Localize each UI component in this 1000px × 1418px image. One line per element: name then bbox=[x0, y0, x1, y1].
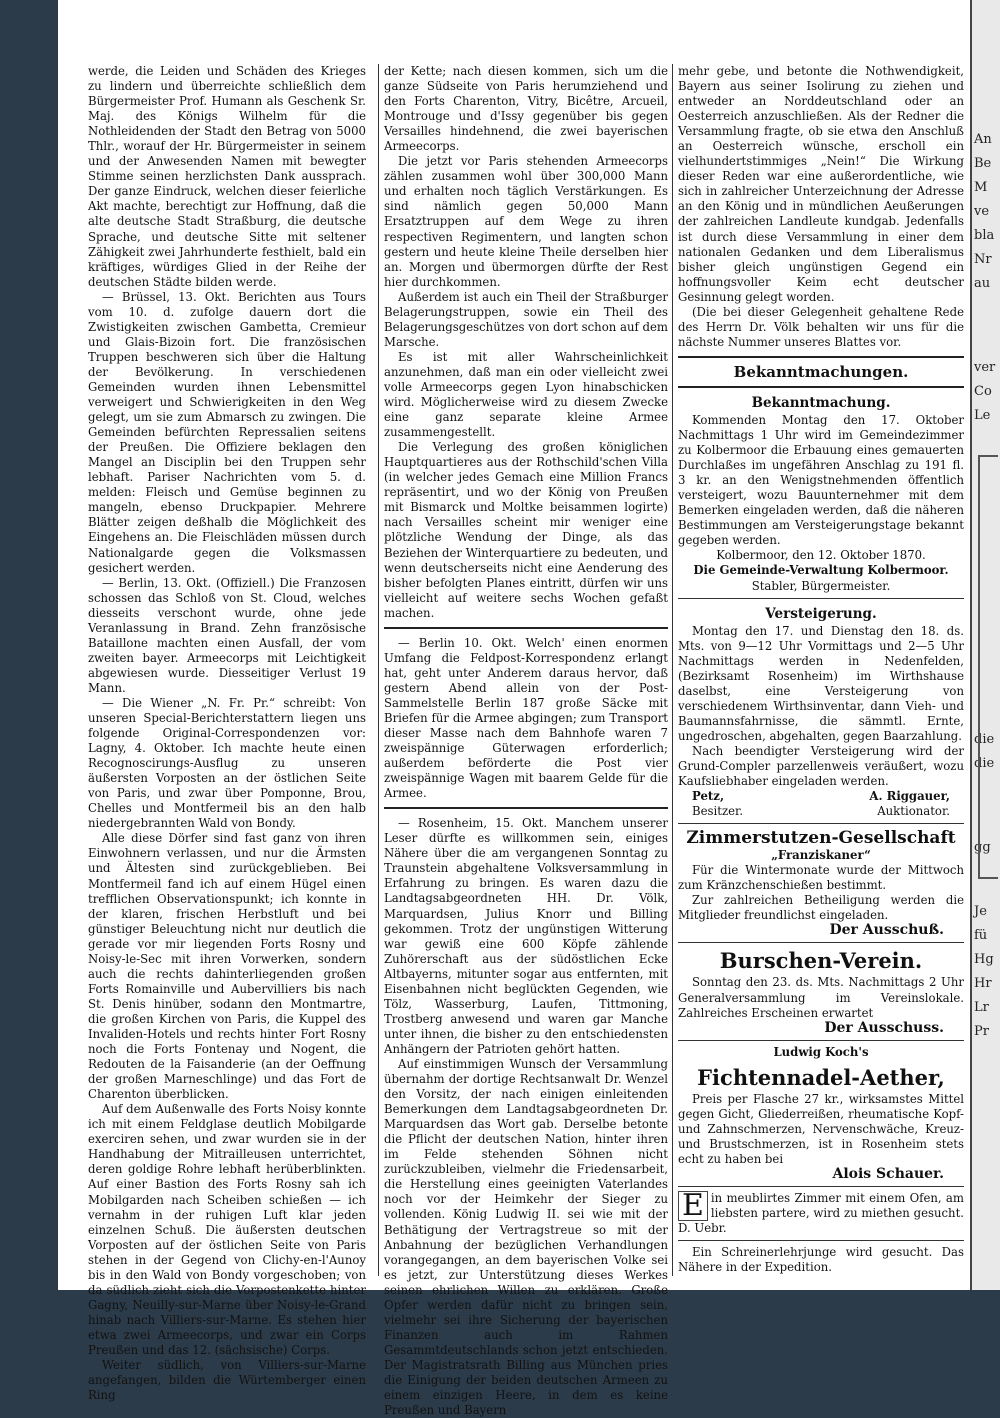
column-rule bbox=[378, 64, 379, 1276]
edge-fragment: Lr bbox=[974, 1000, 989, 1015]
section-divider bbox=[384, 627, 668, 629]
column-1 bbox=[88, 64, 366, 1403]
auctioneer-name: A. Riggauer, bbox=[869, 789, 950, 804]
article-berlin: — Berlin, 13. Okt. (Offiziell.) Die Franzosen schossen das Schloß von St. Cloud, welches diesseits verschont wurde, ohne jede Veranlassung in Brand. Zehn französische Bataillone machten einen Ausfall, der vom zweiten bayer. Armeecorps mit Leichtigkeit abgewiesen wurde. Diesseitiger Verlust 19 Mann. bbox=[88, 575, 366, 695]
ad-title: Zimmerstutzen-Gesellschaft bbox=[686, 828, 956, 849]
ad-bekanntmachung bbox=[678, 396, 964, 594]
ad-fichtennadel bbox=[678, 1045, 964, 1182]
auctioneer-role: Auktionator. bbox=[877, 804, 950, 819]
edge-fragment: M bbox=[974, 180, 988, 195]
section-divider bbox=[384, 807, 668, 809]
ad-divider bbox=[678, 942, 964, 943]
edge-fragment: bla bbox=[974, 228, 995, 243]
ad-body: Montag den 17. und Dienstag den 18. ds. Mts. von 9—12 Uhr Vormittags und 2—5 Uhr Nachmittags werden in Nedenfelden, (Bezirksamt Rosenheim) im Wirthshause daselbst, eine Versteigerung von verschiedenem Wirthsinventar, dann Vieh- und Baumannsfahrnisse, die sämmtl. Ernte, ungedroschen, abgehalten, gegen Baarzahlung. bbox=[678, 623, 964, 743]
ad-divider bbox=[678, 1240, 964, 1241]
ad-product: Fichtennadel-Aether, bbox=[697, 1064, 945, 1090]
ad-roles bbox=[678, 804, 964, 819]
column-3 bbox=[678, 64, 964, 1275]
article-paragraph: Es ist mit aller Wahrscheinlichkeit anzunehmen, daß man ein oder vielleicht zwei volle Armeecorps gegen Lyon hinabschicken wird. Möglicherweise wird zu diesem Zwecke eine ganz separate kleine Armee zusammengestellt. bbox=[384, 349, 668, 440]
decorative-border bbox=[978, 455, 998, 879]
edge-fragment: Nr bbox=[974, 252, 992, 267]
owner-role: Besitzer. bbox=[692, 804, 744, 819]
article-paragraph: Außerdem ist auch ein Theil der Straßburger Belagerungstruppen, sowie ein Theil des Belagerungsgeschützes von dort schon auf dem Marsche. bbox=[384, 289, 668, 349]
article-paragraph: Alle diese Dörfer sind fast ganz von ihren Einwohnern verlassen, und nur die Ärmsten und Ältesten sind zurückgeblieben. Bei Montfermeil fand ich auf einem Hügel einen trefflichen Observationspunkt; ich konnte in der klaren, frischen Herbstluft und bei günstiger Beleuchtung nicht nur deutlich die gerade vor mir liegenden Forts Rosny und Noisy-le-Sec mit ihren Vorwerken, sondern auch die rechts dahinterliegenden großen Forts Romainville und Aubervilliers bis nach St. Denis hinüber, sodann den Montmartre, die großen Kirchen von Paris, die Kuppel des Invaliden-Hotels und rechts hinter Fort Rosny noch die Forts Fontenay und Nogent, die Redouten de la Faisanderie (an der Oeffnung der großen Marneschlinge) und das Fort de Charenton überblicken. bbox=[88, 831, 366, 1102]
ad-signatures bbox=[678, 789, 964, 804]
column-2 bbox=[384, 64, 668, 1418]
ad-body: Kommenden Montag den 17. Oktober Nachmittags 1 Uhr wird im Gemeindezimmer zu Kolbermoor die Erbauung eines gemauerten Durchlaßes im ungefähren Anschlag zu 191 fl. 3 kr. an den Wenigstnehmenden öffentlich versteigert, wozu Bauunternehmer mit dem Bemerken eingeladen werden, daß die näheren Bestimmungen am Versteigerungstage bekannt gegeben werden. bbox=[678, 412, 964, 548]
article-brussels: — Brüssel, 13. Okt. Berichten aus Tours vom 10. d. zufolge dauern dort die Zwistigkeiten zwischen Gambetta, Cremieur und Glais-Bizoin fort. Die französischen Truppen beschweren sich über die Haltung der Bevölkerung. In verschiedenen Gemeinden wurden ihnen Lebensmittel verweigert und Schwierigkeiten in den Weg gelegt, um sie zum Abmarsch zu zwingen. Die Gemeinden befürchten Repressalien seitens der Preußen. Die Offiziere beklagen den Mangel an Disciplin bei den Truppen sehr lebhaft. Pariser Nachrichten vom 5. d. melden: Fleisch und Gemüse beginnen zu mangeln, ebenso Druckpapier. Mehrere Blätter zeigen deßhalb die Möglichkeit des Eingehens an. Die Fleischläden müssen durch Nationalgarde gegen die Volksmassen gesichert werden. bbox=[88, 289, 366, 575]
ad-body: Für die Wintermonate wurde der Mittwoch zum Kränzchenschießen bestimmt. bbox=[678, 863, 964, 893]
ad-organization: Die Gemeinde-Verwaltung Kolbermoor. bbox=[693, 563, 949, 578]
edge-fragment: die bbox=[974, 756, 995, 771]
edge-fragment: Le bbox=[974, 408, 991, 423]
edge-fragment: gg bbox=[974, 840, 991, 855]
ad-schreiner bbox=[678, 1245, 964, 1275]
ad-title: Burschen-Verein. bbox=[719, 948, 923, 974]
ad-title: Versteigerung. bbox=[765, 605, 877, 622]
ad-body: Zur zahlreichen Betheiligung werden die Mitglieder freundlichst eingeladen. bbox=[678, 893, 964, 923]
ad-signature: Der Ausschuß. bbox=[829, 922, 944, 939]
ad-title: Bekanntmachung. bbox=[751, 394, 891, 411]
ad-body: Nach beendigter Versteigerung wird der Grund-Compler parzellenweis veräußert, wozu Kaufsliebhaber eingeladen werden. bbox=[678, 743, 964, 789]
ad-body: Preis per Flasche 27 kr., wirksamstes Mittel gegen Gicht, Gliederreißen, rheumatische Kopf- und Zahnschmerzen, Nervenschwäche, Kreuz- und Brustschmerzen, ist in Rosenheim stets echt zu haben bei bbox=[678, 1091, 964, 1166]
article-paragraph: Auf einstimmigen Wunsch der Versammlung übernahm der dortige Rechtsanwalt Dr. Wenzel den Vorsitz, der nach einigen einleitenden Bemerkungen dem Landtagsabgeordneten Dr. Marquardsen das Wort gab. Derselbe betonte die Pflicht der deutschen Nation, hinter ihren im Felde stehenden Söhnen nicht zurückzubleiben, vielmehr die Friedensarbeit, die Herstellung eines geeinigten Vaterlandes noch vor der Heimkehr der Sieger zu vollenden. König Ludwig II. sei wie mit der Bethätigung der Vertragstreue so mit der Anbahnung der bezüglichen Verhandlungen vorangegangen, an dem bayerischen Volke sei es jetzt, zur Unterstützung dieses Werkes seinen ehrlichen Willen zu erklären. Große Opfer werden dafür nicht zu bringen sein, vielmehr sei ihre Sicherung der bayerischen Finanzen auch im Rahmen Gesammtdeutschlands schon jetzt entschieden. Der Magistratsrath Billing aus München pries die Einigung der beiden deutschen Armeen zu einem einzigen Heere, in dem es keine Preußen und Bayern bbox=[384, 1057, 668, 1418]
ad-body: Ein Schreinerlehrjunge wird gesucht. Das Nähere in der Expedition. bbox=[678, 1245, 964, 1275]
edge-fragment: ve bbox=[974, 204, 990, 219]
article-paragraph: werde, die Leiden und Schäden des Krieges zu lindern und überreichte schließlich dem Bürgermeister Prof. Humann als Geschenk Sr. Maj. des Königs Wilhelm für die Nothleidenden der Stadt den Betrag von 5000 Thlr., worauf der Hr. Bürgermeister in seinem und der Anwesenden Namen mit bewegter Stimme seinen herzlichsten Dank aussprach. Der ganze Eindruck, welchen dieser feierliche Akt machte, berechtigt zur Hoffnung, daß die alte deutsche Stadt Straßburg, die deutsche Sprache, und deutsche Sitte mit seltener Zähigkeit zwei Jahrhunderte festhielt, bald ein kräftiges, würdiges Glied in der Reihe der deutschen Städte bilden werde. bbox=[88, 64, 366, 289]
drop-cap: E bbox=[678, 1191, 708, 1221]
edge-fragment: Pr bbox=[974, 1024, 989, 1039]
ad-signature: Der Ausschuss. bbox=[824, 1019, 944, 1036]
ad-burschen-verein bbox=[678, 949, 964, 1035]
edge-fragment: Je bbox=[974, 904, 987, 919]
article-vienna: — Die Wiener „N. Fr. Pr.“ schreibt: Von unseren Special-Berichterstattern liegen uns folgende Original-Correspondenzen vor: Lagny, 4. Oktober. Ich machte heute einen Recognoscirungs-Ausflug zu unseren äußersten Vorposten an der östlichen Seite von Paris, und zwar über Pomponne, Brou, Chelles und Montfermeil bis an den halb niedergebrannten Wald von Bondy. bbox=[88, 695, 366, 831]
ad-date: Kolbermoor, den 12. Oktober 1870. bbox=[716, 548, 926, 563]
edge-fragment: ver bbox=[974, 360, 996, 375]
edge-fragment: Hg bbox=[974, 952, 994, 967]
article-paragraph: (Die bei dieser Gelegenheit gehaltene Rede des Herrn Dr. Völk behalten wir uns für die nächste Nummer unseres Blattes vor. bbox=[678, 304, 964, 349]
article-berlin-post: — Berlin 10. Okt. Welch' einen enormen Umfang die Feldpost-Korrespondenz erlangt hat, geht unter Anderem daraus hervor, daß gestern Abend allein von der Post-Sammelstelle Berlin 187 große Säcke mit Briefen für die Armee abgingen; zum Transport dieser Masse nach dem Bahnhofe waren 7 zweispännige Güterwagen erforderlich; außerdem beförderte die Post vier zweispännige Wagen mit baarem Gelde für die Armee. bbox=[384, 635, 668, 801]
ad-body: in meublirtes Zimmer mit einem Ofen, am liebsten partere, wird zu miethen gesucht. D. Uebr. bbox=[678, 1191, 964, 1236]
ad-signature: Alois Schauer. bbox=[832, 1165, 944, 1182]
ad-versteigerung bbox=[678, 607, 964, 820]
article-paragraph: mehr gebe, und betonte die Nothwendigkeit, Bayern aus seiner Isolirung zu ziehen und entweder an Norddeutschland oder an Oesterreich anzuschließen. Als der Redner die Versammlung fragte, ob sie etwa den Anschluß an Oesterreich wünsche, erscholl ein vielhundertstimmiges „Nein!“ Die Wirkung dieser Reden war eine außerordentliche, wie sich in zahlreicher Unterzeichnung der Adresse an den König und in mündlichen Aeußerungen der zahlreichen Landleute kundgab. Jedenfalls ist durch diese Versammlung in einer dem nationalen Gedanken und dem Liberalismus bisher gleich ungünstigen Gegend ein hoffnungsvoller Keim echt deutscher Gesinnung gelegt worden. bbox=[678, 64, 964, 304]
section-divider bbox=[678, 386, 964, 388]
edge-fragment: Co bbox=[974, 384, 992, 399]
ad-divider bbox=[678, 598, 964, 599]
article-paragraph: der Kette; nach diesen kommen, sich um die ganze Südseite von Paris herumziehend und den Forts Charenton, Vitry, Bicêtre, Arcueil, Montrouge und d'Issy gegenüber bis gegen Versailles hindehnend, die zwei bayerischen Armeecorps. bbox=[384, 64, 668, 154]
edge-fragment: Hr bbox=[974, 976, 992, 991]
ad-divider bbox=[678, 1186, 964, 1187]
edge-fragment: fü bbox=[974, 928, 988, 943]
article-paragraph: Weiter südlich, von Villiers-sur-Marne angefangen, bilden die Würtemberger einen Ring bbox=[88, 1358, 366, 1403]
article-paragraph: Die Verlegung des großen königlichen Hauptquartieres aus der Rothschild'schen Villa (in welcher jedes Gemach eine Million Francs repräsentirt, und wo der König von Preußen mit Bismarck und Moltke beisammen logirte) nach Versailles scheint mir weniger eine plötzliche Wendung der Dinge, als das Beziehen der Winterquartiere zu bedeuten, und wenn deutscherseits nicht eine Aenderung des bisher befolgten Planes eintritt, dürfen wir uns vielleicht auf weitere sechs Wochen gefaßt machen. bbox=[384, 440, 668, 620]
ad-title: Ludwig Koch's bbox=[773, 1044, 869, 1059]
column-rule bbox=[672, 64, 673, 1276]
ad-zimmerstutzen bbox=[678, 828, 964, 938]
edge-fragment: Be bbox=[974, 156, 992, 171]
edge-fragment: au bbox=[974, 276, 991, 291]
edge-fragment: die bbox=[974, 732, 995, 747]
ad-zimmer bbox=[678, 1188, 964, 1236]
article-paragraph: Die jetzt vor Paris stehenden Armeecorps zählen zusammen wohl über 300,000 Mann und erhalten noch täglich Verstärkungen. Es sind nämlich gegen 50,000 Mann Ersatztruppen auf dem Wege zu ihren respectiven Regimentern, und langten schon gestern und heute kleine Theile derselben hier an. Morgen und übermorgen dürfte der Rest hier durchkommen. bbox=[384, 154, 668, 289]
owner-name: Petz, bbox=[692, 789, 725, 804]
ad-divider bbox=[678, 823, 964, 824]
section-divider bbox=[678, 356, 964, 358]
ad-divider bbox=[678, 1040, 964, 1041]
edge-fragment: An bbox=[974, 132, 992, 147]
article-paragraph: Auf dem Außenwalle des Forts Noisy konnte ich mit einem Feldglase deutlich Mobilgarde exerciren sehen, und zwar wurden sie in der Handhabung der Mitrailleusen unterrichtet, deren goldige Rohre lebhaft herüberblinkten. Auf einer Bastion des Forts Rosny sah ich Mobilgarden nach Scheiben schießen — ich vernahm in der ruhigen Luft klar jeden einzelnen Schuß. Die äußersten deutschen Vorposten auf der östlichen Seite von Paris stehen in der Gegend von Clichy-en-l'Aunoy bis in den Wald von Bondy vorgeschoben; von da südlich zieht sich die Vorpostenkette hinter Gagny, Neuilly-sur-Marne über Noisy-le-Grand hinab nach Villiers-sur-Marne. Es stehen hier etwa zwei Armeecorps, und zwar ein Corps Preußen und das 12. (sächsische) Corps. bbox=[88, 1102, 366, 1357]
announcements-heading: Bekanntmachungen. bbox=[733, 362, 909, 381]
ad-body: Sonntag den 23. ds. Mts. Nachmittags 2 Uhr Generalversammlung im Vereinslokale. Zahlreiches Erscheinen erwartet bbox=[678, 975, 964, 1020]
ad-signer: Stabler, Bürgermeister. bbox=[751, 578, 891, 593]
article-rosenheim: — Rosenheim, 15. Okt. Manchem unserer Leser dürfte es willkommen sein, einiges Nähere über die am vergangenen Sonntag zu Traunstein abgehaltene Volksversammlung in Erfahrung zu bringen. Es waren dazu die Landtagsabgeordneten HH. Dr. Völk, Marquardsen, Julius Knorr und Billing gekommen. Trotz der ungünstigen Witterung war gewiß eine 600 Köpfe zählende Zuhörerschaft aus der südöstlichen Ecke Altbayerns, mitunter sogar aus entfernten, mit Eisenbahnen nicht beglückten Gegenden, wie Tölz, Wasserburg, Laufen, Tittmoning, Trostberg anwesend und waren gar Manche unter ihnen, die bisher zu den entschiedensten Anhängern der Patrioten gehört hatten. bbox=[384, 816, 668, 1056]
ad-subtitle: „Franziskaner“ bbox=[771, 848, 871, 863]
